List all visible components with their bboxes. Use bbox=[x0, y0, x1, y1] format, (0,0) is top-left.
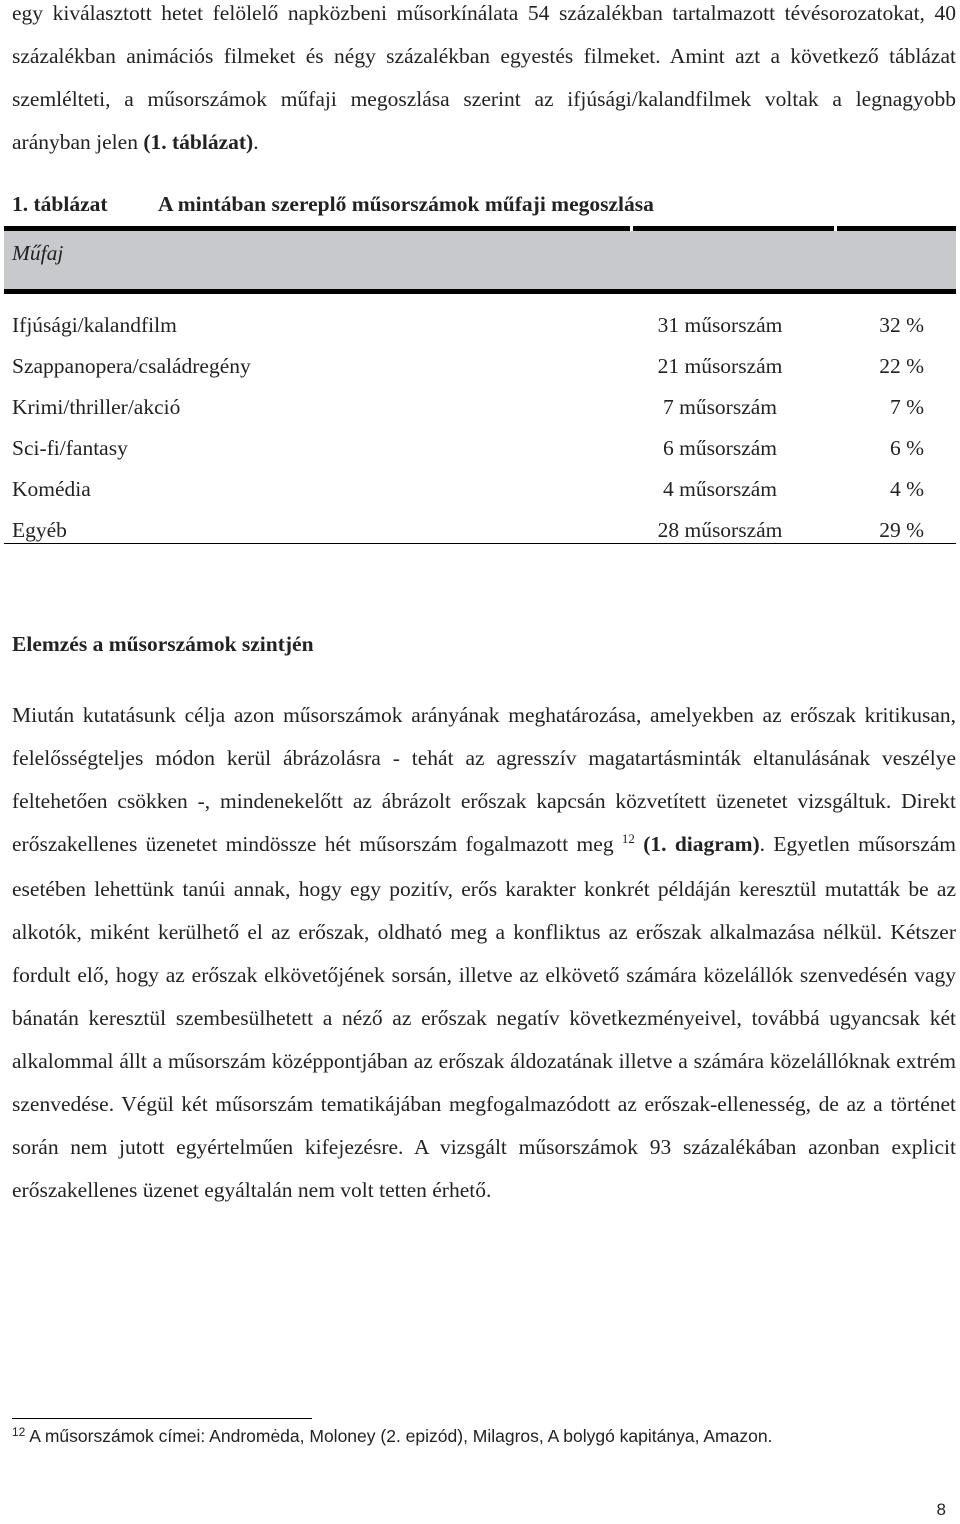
page-number: 8 bbox=[936, 1500, 946, 1519]
intro-text: egy kiválasztott hetet felölelő napközbeni műsorkínálata 54 százalékban tartalmazott tévésorozatokat, 40 százalékban animációs filmeket és négy százalékban egyestés filmeket. Amint azt a következő táblázat szemlélteti, a műsorszámok műfaji megoszlása szerint az ifjúsági/kalandfilmek voltak a legnagyobb arányban jelen bbox=[12, 1, 956, 154]
analysis-paragraph bbox=[12, 694, 956, 1212]
table-row bbox=[12, 387, 956, 428]
count-cell: 7 műsorszám bbox=[662, 395, 778, 419]
table-row bbox=[12, 346, 956, 387]
count-cell: 28 műsorszám bbox=[657, 518, 783, 542]
footnote-number: 12 bbox=[12, 1425, 26, 1439]
intro-paragraph bbox=[12, 0, 956, 164]
header-divider bbox=[834, 226, 837, 231]
genre-cell: Krimi/thriller/akció bbox=[12, 395, 181, 419]
table-number: 1. táblázat bbox=[12, 192, 108, 216]
genre-cell: Szappanopera/családregény bbox=[12, 354, 251, 378]
table-header-genre: Műfaj bbox=[12, 241, 64, 265]
footnote-separator bbox=[12, 1418, 312, 1419]
footnote bbox=[12, 1426, 772, 1447]
percent-cell: 7 % bbox=[889, 395, 924, 419]
header-divider bbox=[630, 226, 633, 231]
table-caption bbox=[12, 192, 654, 217]
analysis-text-a: Miután kutatásunk célja azon műsorszámok arányának meghatározása, amelyekben az erőszak kritikusan, felelősségteljes módon kerül ábrázolásra - tehát az agresszív magatartásminták eltanulásának veszélye feltehetően csökken -, mindenekelőtt az ábrázolt erőszak kapcsán közvetített üzenetet vizsgáltuk. Direkt erőszakellenes üzenetet mindössze hét műsorszám fogalmazott meg bbox=[12, 703, 956, 856]
percent-cell: 29 % bbox=[879, 518, 924, 542]
section-heading: Elemzés a műsorszámok szintjén bbox=[12, 632, 314, 656]
percent-cell: 32 % bbox=[879, 313, 924, 337]
table-row bbox=[12, 305, 956, 346]
genre-cell: Sci-fi/fantasy bbox=[12, 436, 128, 460]
percent-cell: 4 % bbox=[889, 477, 924, 501]
count-cell: 31 műsorszám bbox=[657, 313, 783, 337]
table-row bbox=[12, 510, 956, 551]
table-row bbox=[12, 428, 956, 469]
table-header bbox=[4, 226, 956, 294]
intro-tail: . bbox=[253, 130, 259, 154]
footnote-reference[interactable]: 12 bbox=[621, 831, 635, 846]
analysis-text-b: . Egyetlen műsorszám esetében lehettünk tanúi annak, hogy egy pozitív, erős karakter konkrét példáján keresztül mutatták be az alkotók, miként kerülhető el az erőszak, oldható meg a konfliktus az erőszak alkalmazása nélkül. Kétszer fordult elő, hogy az erőszak elkövetőjének sorsán, illetve az elkövető számára közelállók szenvedésén vagy bánatán keresztül szembesülhetett a néző az erőszak negatív következményeivel, továbbá ugyancsak két alkalommal állt a műsorszám középpontjában az erőszak áldozatának illetve a számára közelállóknak extrém szenvedése. Végül két műsorszám tematikájában megfogalmazódott az erőszak-ellenesség, de az a történet során nem jutott egyértelműen kifejezésre. A vizsgált műsorszámok 93 százalékában azonban explicit erőszakellenes üzenet egyáltalán nem volt tetten érhető. bbox=[12, 832, 957, 1202]
count-cell: 6 műsorszám bbox=[662, 436, 778, 460]
count-cell: 21 műsorszám bbox=[657, 354, 783, 378]
table-bottom-rule bbox=[4, 543, 956, 544]
genre-cell: Komédia bbox=[12, 477, 91, 501]
genre-cell: Ifjúsági/kalandfilm bbox=[12, 313, 177, 337]
table-reference: (1. táblázat) bbox=[143, 130, 254, 154]
table-title: A mintában szereplő műsorszámok műfaji megoszlása bbox=[158, 192, 654, 216]
genre-cell: Egyéb bbox=[12, 518, 67, 542]
percent-cell: 22 % bbox=[879, 354, 924, 378]
diagram-reference: (1. diagram) bbox=[643, 832, 760, 856]
table-row bbox=[12, 469, 956, 510]
count-cell: 4 műsorszám bbox=[662, 477, 778, 501]
percent-cell: 6 % bbox=[889, 436, 924, 460]
footnote-text: A műsorszámok címei: Andromėda, Moloney (2. epizód), Milagros, A bolygó kapitánya, Amazon. bbox=[29, 1426, 773, 1446]
